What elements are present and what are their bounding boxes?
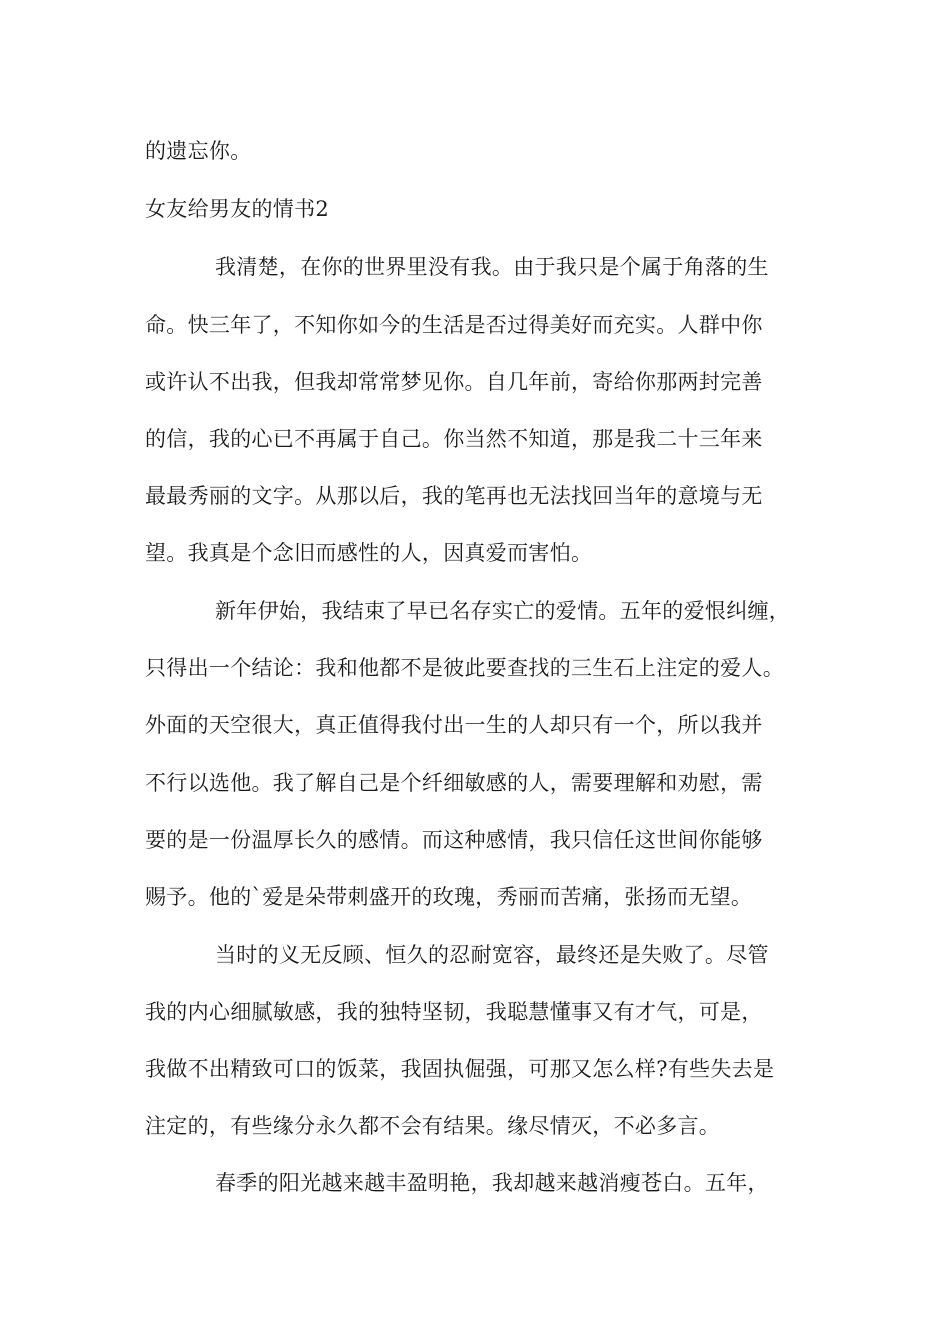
paragraph-2-line-6: 赐予。他的`爱是朵带刺盛开的玫瑰，秀丽而苦痛，张扬而无望。 [145,885,753,909]
paragraph-3-line-4: 注定的，有些缘分永久都不会有结果。缘尽情灭，不必多言。 [145,1114,721,1138]
paragraph-1-line-1: 我清楚，在你的世界里没有我。由于我只是个属于角落的生 [215,255,769,279]
section-title: 女友给男友的情书2 [145,197,330,221]
paragraph-3-line-1: 当时的义无反顾、恒久的忍耐宽容，最终还是失败了。尽管 [215,943,769,967]
paragraph-1-line-2: 命。快三年了，不知你如今的生活是否过得美好而充实。人群中你 [145,313,763,337]
paragraph-4-line-1: 春季的阳光越来越丰盈明艳，我却越来越消瘦苍白。五年， [215,1171,769,1195]
paragraph-3-line-2: 我的内心细腻敏感，我的独特坚韧，我聪慧懂事又有才气，可是， [145,1000,763,1024]
paragraph-2-line-3: 外面的天空很大，真正值得我付出一生的人却只有一个，所以我并 [145,713,763,737]
paragraph-2-line-1: 新年伊始，我结束了早已名存实亡的爱情。五年的爱恨纠缠， [215,599,791,623]
paragraph-2-line-5: 要的是一份温厚长久的感情。而这种感情，我只信任这世间你能够 [145,828,763,852]
paragraph-1-line-3: 或许认不出我，但我却常常梦见你。自几年前，寄给你那两封完善 [145,370,763,394]
paragraph-1-line-5: 最最秀丽的文字。从那以后，我的笔再也无法找回当年的意境与无 [145,484,763,508]
paragraph-3-line-3: 我做不出精致可口的饭菜，我固执倔强，可那又怎么样?有些失去是 [145,1057,775,1081]
paragraph-2-line-4: 不行以选他。我了解自己是个纤细敏感的人，需要理解和劝慰，需 [145,771,763,795]
paragraph-1-line-4: 的信，我的心已不再属于自己。你当然不知道，那是我二十三年来 [145,427,763,451]
paragraph-2-line-2: 只得出一个结论：我和他都不是彼此要查找的三生石上注定的爱人。 [145,656,784,680]
paragraph-1-line-6: 望。我真是个念旧而感性的人，因真爱而害怕。 [145,541,593,565]
continuation-line: 的遗忘你。 [145,139,252,163]
